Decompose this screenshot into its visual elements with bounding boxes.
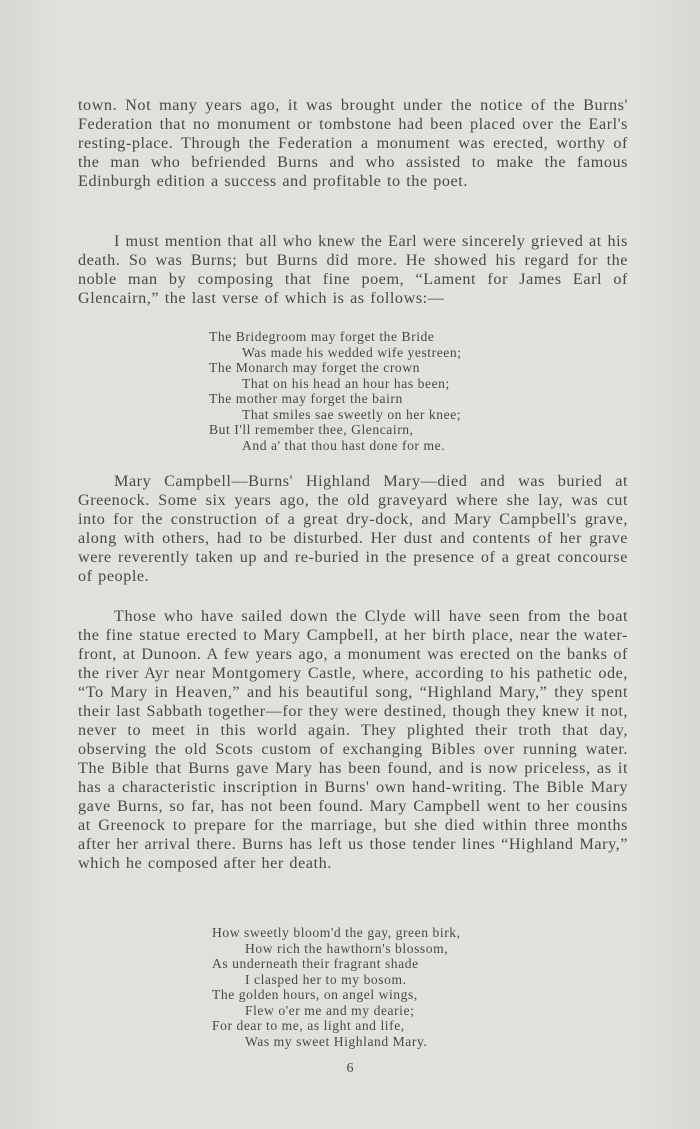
- paragraph-mary-campbell-grave: [78, 472, 628, 586]
- poem-line: That smiles sae sweetly on her knee;: [242, 406, 462, 422]
- poem-line: For dear to me, as light and life,: [212, 1018, 405, 1033]
- poem-line: How rich the hawthorn's blossom,: [245, 940, 449, 956]
- poem-line: Was made his wedded wife yestreen;: [242, 344, 462, 360]
- poem-line: How sweetly bloom'd the gay, green birk,: [212, 925, 461, 940]
- paragraph-text: Those who have sailed down the Clyde will have seen from the boat the fine statue erected to Mary Campbell, at her birth place, near the water-front, at Dunoon. A few years ago, a monument was erected on the banks of the river Ayr near Montgomery Castle, where, according to his pathetic ode, “To Mary in Heaven,” and his beautiful song, “Highland Mary,” they spent their last Sabbath together—for they were destined, though they knew it not, never to meet in this world again. They plighted their troth that day, observing the old Scots custom of exchanging Bibles over running water. The Bible that Burns gave Mary has been found, and is now priceless, as it has a characteristic inscription in Burns' own hand-writing. The Bible Mary gave Burns, so far, has not been found. Mary Campbell went to her cousins at Greenock to prepare for the marriage, but she died within three months after her arrival there. Burns has left us those tender lines “Highland Mary,” which he composed after her death.: [78, 607, 628, 872]
- poem-highland-mary: [212, 925, 461, 1049]
- poem-line: Was my sweet Highland Mary.: [245, 1033, 428, 1049]
- poem-line: The golden hours, on angel wings,: [212, 987, 418, 1002]
- paragraph-mary-campbell-statue: [78, 607, 628, 873]
- poem-line: And a' that thou hast done for me.: [242, 437, 446, 453]
- poem-line: That on his head an hour has been;: [242, 375, 450, 391]
- paragraph-text: I must mention that all who knew the Earl were sincerely grieved at his death. So was Burns; but Burns did more. He showed his regard for the noble man by composing that fine poem, “Lament for James Earl of Glencairn,” the last verse of which is as follows:—: [78, 232, 628, 307]
- paragraph-text: Mary Campbell—Burns' Highland Mary—died and was buried at Greenock. Some six years ago, the old graveyard where she lay, was cut into for the construction of a great dry-dock, and Mary Campbell's grave, along with others, had to be disturbed. Her dust and contents of her grave were reverently taken up and re-buried in the presence of a great concourse of people.: [78, 472, 628, 585]
- poem-line: As underneath their fragrant shade: [212, 956, 419, 971]
- page-number: 6: [346, 1061, 354, 1076]
- poem-line: The Monarch may forget the crown: [209, 360, 420, 375]
- paragraph-earl-monument: [78, 96, 628, 191]
- poem-line: I clasped her to my bosom.: [245, 971, 407, 987]
- poem-line: But I'll remember thee, Glencairn,: [209, 422, 414, 437]
- poem-line: The mother may forget the bairn: [209, 391, 403, 406]
- paragraph-earl-death: [78, 232, 628, 308]
- poem-line: The Bridegroom may forget the Bride: [209, 329, 435, 344]
- poem-lament-glencairn: [209, 329, 462, 453]
- paragraph-text: town. Not many years ago, it was brought under the notice of the Burns' Federation that no monument or tombstone had been placed over the Earl's resting-place. Through the Federation a monument was erected, worthy of the man who befriended Burns and who assisted to make the famous Edinburgh edition a success and profitable to the poet.: [78, 96, 628, 190]
- poem-line: Flew o'er me and my dearie;: [245, 1002, 415, 1018]
